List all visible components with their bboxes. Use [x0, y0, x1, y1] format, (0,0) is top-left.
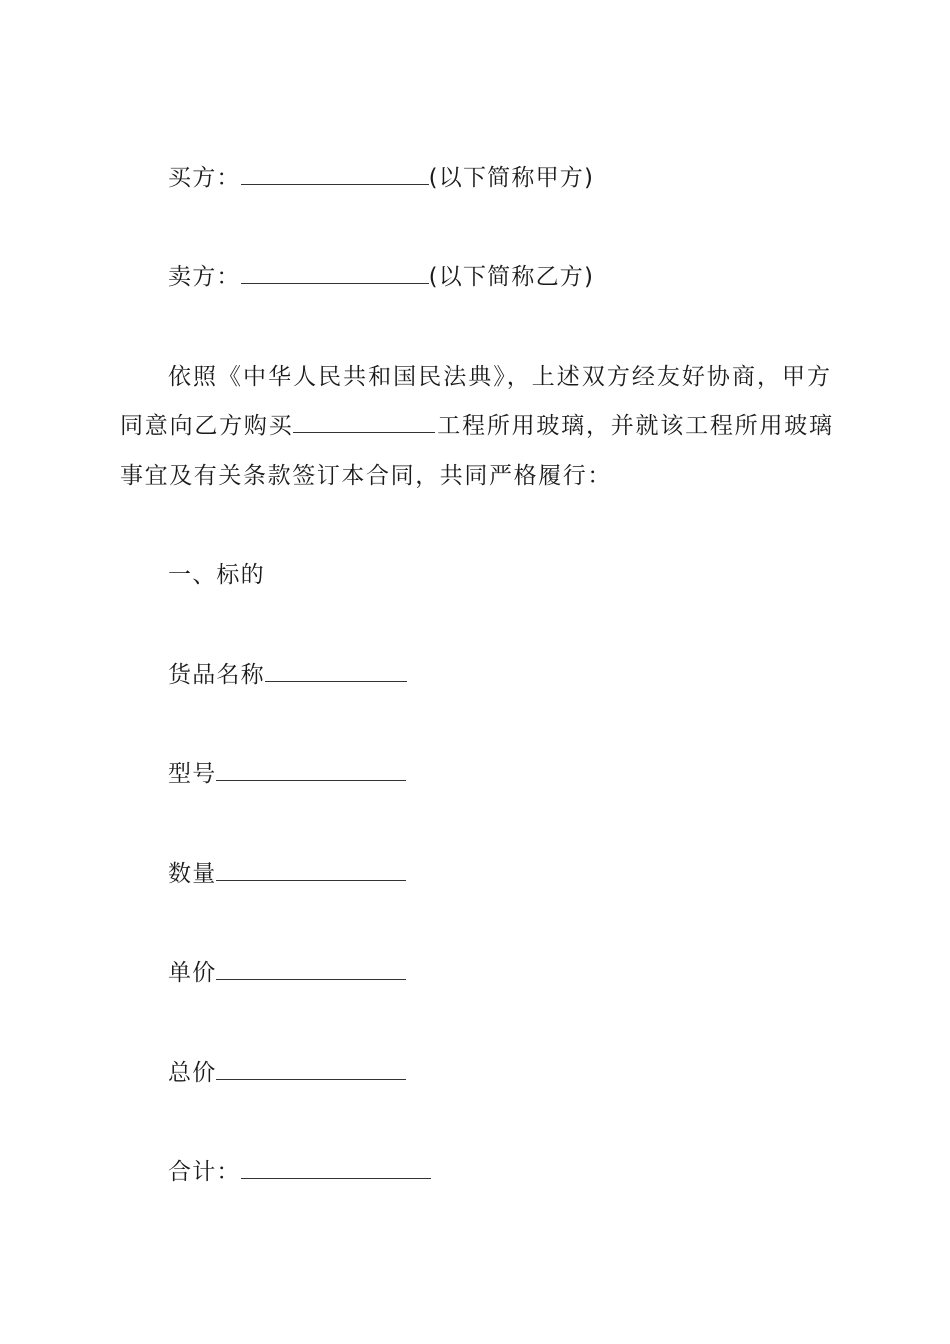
product-name-label: 货品名称	[168, 662, 265, 688]
intro-line-2	[120, 411, 832, 441]
unit-price-label: 单价	[168, 960, 217, 986]
sum-field	[168, 1157, 431, 1187]
sum-label: 合计：	[168, 1159, 241, 1185]
unit-price-field	[168, 958, 406, 988]
seller-line	[168, 262, 594, 292]
model-field	[168, 759, 406, 789]
product-name-blank[interactable]	[265, 661, 407, 682]
total-price-blank[interactable]	[216, 1059, 406, 1080]
sum-blank[interactable]	[241, 1158, 431, 1179]
buyer-suffix: (以下简称甲方)	[428, 165, 595, 191]
total-price-field	[168, 1058, 406, 1088]
seller-blank[interactable]	[241, 263, 429, 284]
unit-price-blank[interactable]	[216, 959, 406, 980]
intro-line-1: 依照《中华人民共和国民法典》，上述双方经友好协商，甲方	[168, 364, 830, 390]
section-heading: 一、标的	[168, 562, 265, 588]
buyer-blank[interactable]	[241, 164, 429, 185]
buyer-line	[168, 163, 594, 193]
quantity-label: 数量	[168, 861, 217, 887]
model-blank[interactable]	[216, 760, 406, 781]
seller-suffix: (以下简称乙方)	[428, 264, 595, 290]
quantity-field	[168, 859, 406, 889]
quantity-blank[interactable]	[216, 860, 406, 881]
seller-label: 卖方：	[168, 264, 241, 290]
project-blank[interactable]	[293, 412, 435, 433]
intro-line-2-suffix: 工程所用玻璃，并就该工程所用玻璃	[435, 413, 833, 439]
intro-line-3: 事宜及有关条款签订本合同，共同严格履行：	[120, 463, 612, 489]
intro-line-2-prefix: 同意向乙方购买	[120, 413, 294, 439]
product-name-field	[168, 660, 407, 690]
total-price-label: 总价	[168, 1060, 217, 1086]
buyer-label: 买方：	[168, 165, 241, 191]
model-label: 型号	[168, 761, 217, 787]
